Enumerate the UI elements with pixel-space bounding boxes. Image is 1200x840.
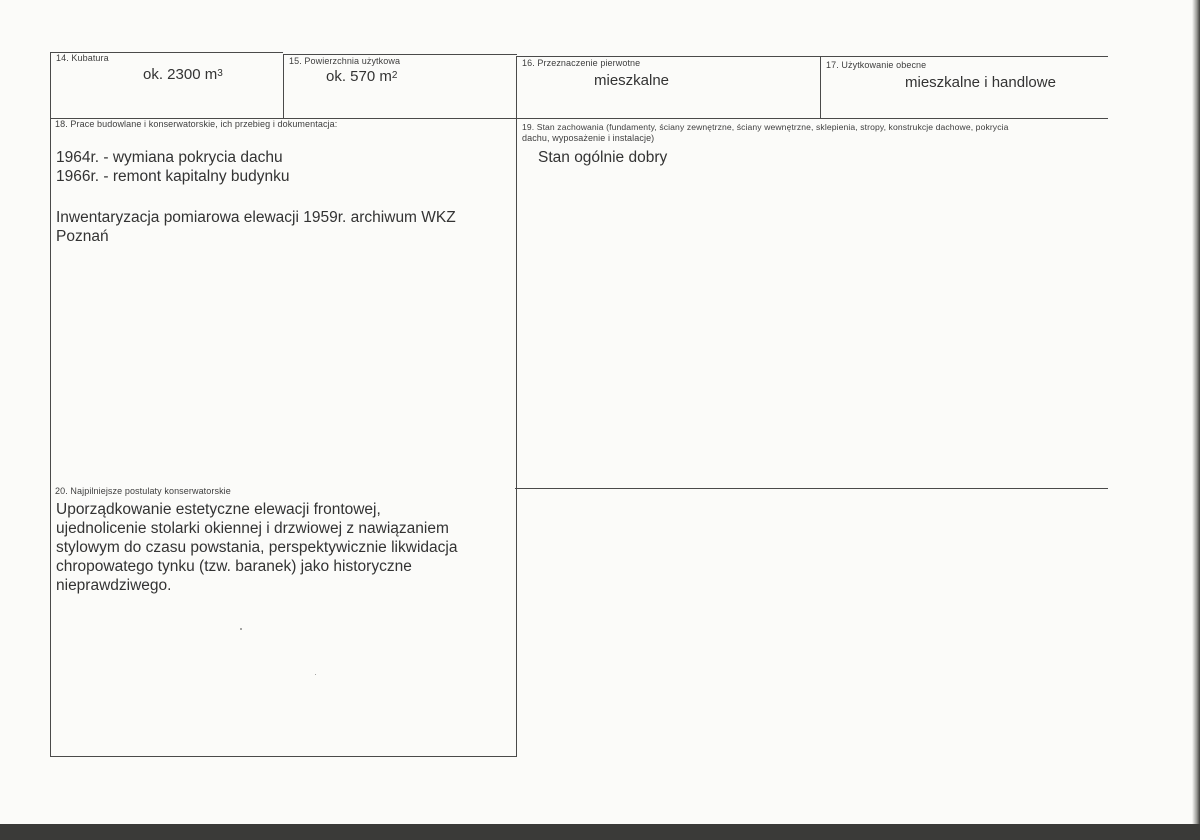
field-19-label-line-1: 19. Stan zachowania (fundamenty, ściany zewnętrzne, ściany wewnętrzne, sklepienia, stropy, konstrukcje dachowe, pokrycia	[522, 122, 1009, 132]
field-20-line-5: nieprawdziwego.	[56, 577, 172, 594]
field-15-label: 15. Powierzchnia użytkowa	[289, 56, 401, 66]
field-20-line-4: chropowatego tynku (tzw. baranek) jako historyczne	[56, 558, 412, 575]
rule-divider-16-17	[820, 56, 821, 118]
field-19-value: Stan ogólnie dobry	[538, 149, 668, 166]
scan-speck	[240, 628, 242, 630]
field-14-label: 14. Kubatura	[56, 53, 109, 63]
field-15-value-sup: 2	[391, 70, 398, 81]
rule-left-edge	[50, 52, 51, 757]
scan-edge-right	[1192, 0, 1200, 840]
field-16-label: 16. Przeznaczenie pierwotne	[522, 58, 641, 68]
field-15-value	[326, 68, 397, 85]
field-15-value-text: ok. 570 m	[326, 68, 392, 85]
rule-row-right-mid	[515, 488, 1108, 489]
field-20-line-3: stylowym do czasu powstania, perspektywicznie likwidacja	[56, 539, 458, 556]
rule-top-mid	[283, 54, 517, 55]
field-18-label: 18. Prace budowlane i konserwatorskie, ich przebieg i dokumentacja:	[55, 119, 338, 129]
field-20-line-1: Uporządkowanie estetyczne elewacji frontowej,	[56, 501, 381, 518]
field-18-line-1: 1964r. - wymiana pokrycia dachu	[56, 149, 283, 166]
field-14-value-text: ok. 2300 m	[143, 66, 218, 83]
field-19-label-line-2: dachu, wyposażenie i instalacje)	[522, 133, 655, 143]
rule-bottom	[50, 756, 516, 757]
scan-edge-bottom	[0, 824, 1200, 840]
field-18-line-2: 1966r. - remont kapitalny budynku	[56, 168, 290, 185]
field-20-line-2: ujednolicenie stolarki okiennej i drzwiowej z nawiązaniem	[56, 520, 449, 537]
rule-divider-main	[516, 56, 517, 757]
rule-top-right	[517, 56, 1108, 57]
field-18-doc-line-1: Inwentaryzacja pomiarowa elewacji 1959r. archiwum WKZ	[56, 209, 456, 226]
field-20-label: 20. Najpilniejsze postulaty konserwatorskie	[55, 486, 231, 496]
rule-divider-14-15	[283, 54, 284, 118]
scan-speck	[315, 674, 316, 675]
field-14-value	[143, 66, 223, 83]
field-16-value: mieszkalne	[594, 72, 670, 89]
field-17-value: mieszkalne i handlowe	[905, 74, 1056, 91]
field-18-doc-line-2: Poznań	[56, 228, 109, 245]
field-14-value-sup: 3	[217, 68, 223, 79]
field-17-label: 17. Użytkowanie obecne	[826, 60, 927, 70]
